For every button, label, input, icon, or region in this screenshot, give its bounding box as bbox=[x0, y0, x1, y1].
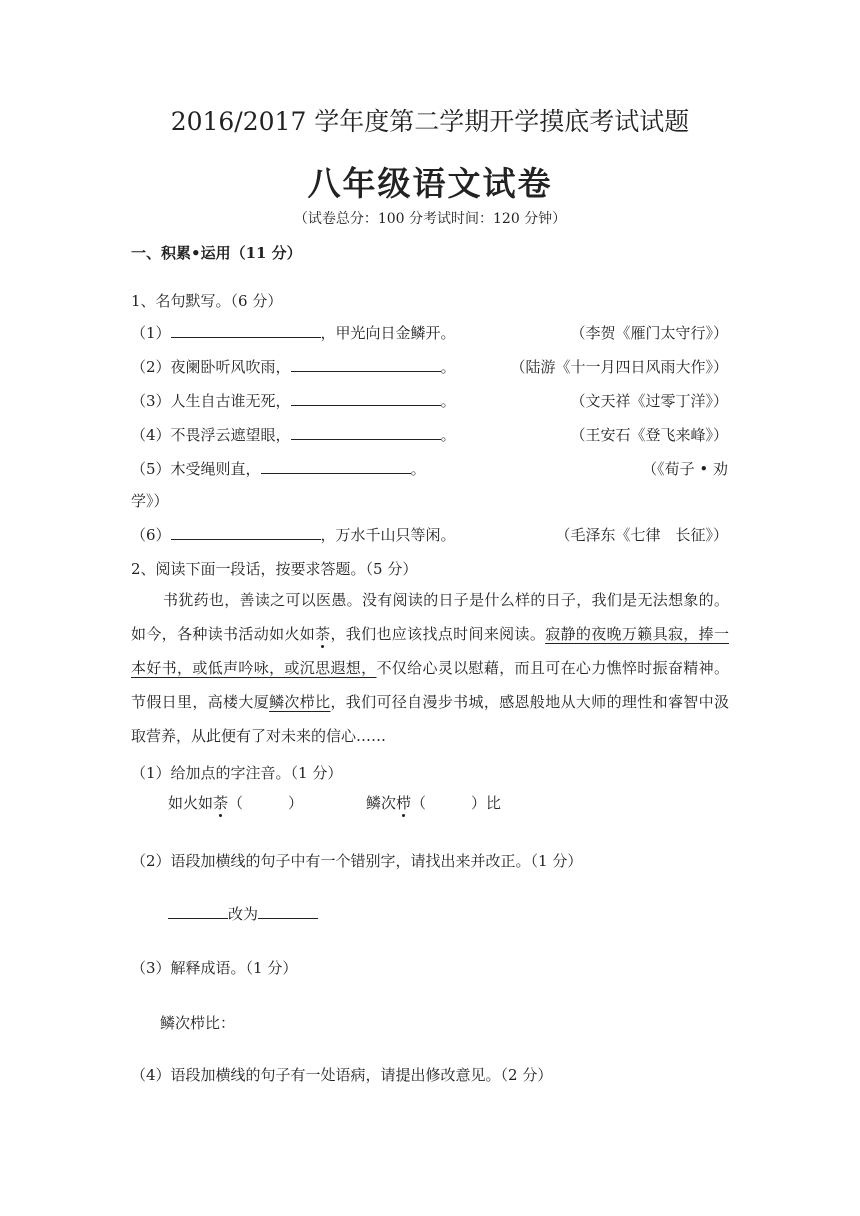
sub-question-4: （4）语段加横线的句子有一处语病，请提出修改意见。（2 分） bbox=[131, 1066, 553, 1084]
passage-text: ，我们也应该找点时间来阅读。 bbox=[330, 625, 546, 643]
sub-question-2: （2）语段加横线的句子中有一个错别字，请找出来并改正。（1 分） bbox=[131, 852, 583, 870]
answer-blank[interactable] bbox=[291, 391, 441, 406]
verse-text: 夜阑卧听风吹雨， bbox=[170, 358, 291, 376]
exam-title: 2016/2017 学年度第二学期开学摸底考试试题 bbox=[170, 107, 690, 136]
verse-text: 。 bbox=[440, 426, 456, 444]
verse-text: 。 bbox=[440, 358, 456, 376]
exam-subtitle: 八年级语文试卷 bbox=[307, 164, 553, 203]
q1-source-1: （李贺《雁门太守行》） bbox=[570, 324, 728, 342]
wrong-char-blank[interactable] bbox=[168, 904, 228, 919]
passage-text: 不仅给心灵以慰藉，而且可在心力憔悴时振奋精神。节假日里，高楼大厦 bbox=[131, 659, 729, 711]
answer-blank[interactable] bbox=[291, 357, 441, 372]
exam-info: （试卷总分：100 分考试时间：120 分钟） bbox=[293, 211, 567, 227]
item-number: （4） bbox=[131, 426, 171, 444]
right-char-blank[interactable] bbox=[258, 904, 318, 919]
change-label: 改为 bbox=[228, 905, 259, 923]
dotted-char: 栉 bbox=[396, 794, 412, 812]
underlined-sentence: 寂静的夜晚万籁具寂，捧一本好书，或低声吟咏，或沉思遐想， bbox=[131, 625, 729, 677]
pinyin-item-1 bbox=[168, 792, 303, 813]
item-number: （5） bbox=[131, 460, 171, 478]
verse-text: 。 bbox=[410, 460, 426, 478]
verse-text: ，甲光向日金鳞开。 bbox=[320, 324, 456, 342]
dotted-char: 荼 bbox=[213, 794, 229, 812]
pinyin-blank[interactable]: （ ） bbox=[228, 794, 304, 812]
q1-source-5: （《荀子 • 劝 bbox=[642, 460, 728, 478]
q1-item-2 bbox=[131, 356, 456, 377]
question-1-title: 1、名句默写。（6 分） bbox=[131, 292, 283, 310]
passage-text: ，我们可径自漫步书城，感恩般地从大师的理性和睿智中汲取营养，从此便有了对未来的信心…… bbox=[131, 693, 729, 745]
item-number: （2） bbox=[131, 358, 171, 376]
item-number: （1） bbox=[131, 324, 171, 342]
q1-source-6: （毛泽东《七律 长征》） bbox=[555, 526, 728, 544]
q1-source-5-cont: 学》） bbox=[131, 492, 169, 510]
word-text: 如火如 bbox=[168, 794, 214, 812]
idiom-term: 鳞次栉比： bbox=[160, 1014, 236, 1032]
section-heading: 一、积累•运用（11 分） bbox=[131, 244, 302, 262]
verse-text: 。 bbox=[440, 392, 456, 410]
reading-passage bbox=[131, 583, 729, 753]
answer-blank[interactable] bbox=[261, 459, 411, 474]
word-text: 鳞次 bbox=[366, 794, 397, 812]
dotted-char: 荼 bbox=[315, 625, 331, 643]
item-number: （6） bbox=[131, 526, 171, 544]
q1-item-1 bbox=[131, 322, 456, 343]
sub-question-3: （3）解释成语。（1 分） bbox=[131, 959, 298, 977]
answer-blank[interactable] bbox=[171, 525, 321, 540]
q1-source-2: （陆游《十一月四日风雨大作》） bbox=[510, 358, 728, 376]
q1-item-6 bbox=[131, 524, 456, 545]
correction-line bbox=[168, 903, 318, 924]
q1-item-4 bbox=[131, 424, 456, 445]
item-number: （3） bbox=[131, 392, 171, 410]
verse-text: 不畏浮云遮望眼， bbox=[170, 426, 291, 444]
q1-item-5 bbox=[131, 458, 426, 479]
verse-text: 木受绳则直， bbox=[170, 460, 261, 478]
verse-text: ，万水千山只等闲。 bbox=[320, 526, 456, 544]
sub-question-1: （1）给加点的字注音。（1 分） bbox=[131, 764, 343, 782]
q1-item-3 bbox=[131, 390, 456, 411]
passage-text: 书犹药也，善读之可以医愚。没有阅读的日子是什么样的日子，我们是无法想象的。如今，各种读书活动如火如 bbox=[131, 591, 729, 643]
answer-blank[interactable] bbox=[171, 323, 321, 338]
verse-text: 人生自古谁无死， bbox=[170, 392, 291, 410]
q1-source-4: （王安石《登飞来峰》） bbox=[570, 426, 728, 444]
question-2-title: 2、阅读下面一段话，按要求答题。（5 分） bbox=[131, 560, 418, 578]
underlined-idiom: 鳞次栉比 bbox=[269, 693, 331, 711]
pinyin-blank[interactable]: （ ）比 bbox=[411, 794, 502, 812]
q1-source-3: （文天祥《过零丁洋》） bbox=[570, 392, 728, 410]
answer-blank[interactable] bbox=[291, 425, 441, 440]
pinyin-item-2 bbox=[366, 792, 501, 813]
